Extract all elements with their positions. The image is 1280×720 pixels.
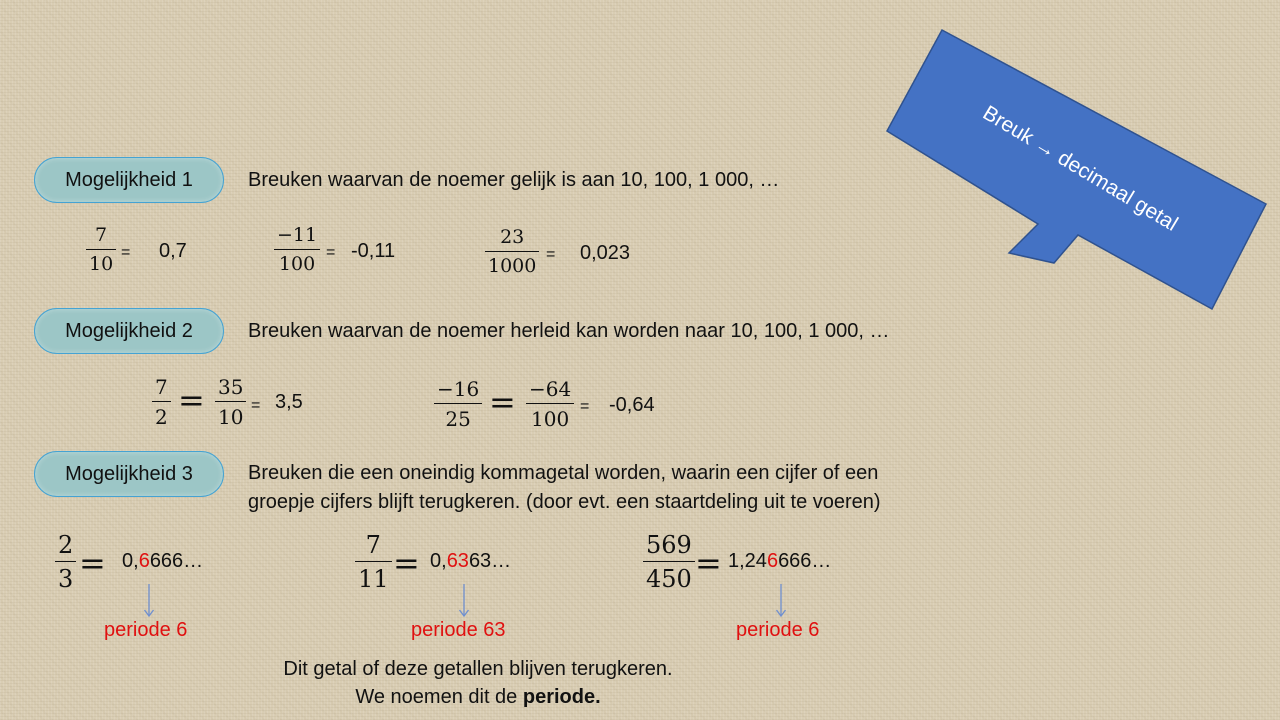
section-1-label-text: Mogelijkheid 1 bbox=[65, 168, 193, 191]
period-label: periode 6 bbox=[736, 619, 820, 641]
footer-bold-term: periode. bbox=[522, 686, 601, 708]
fraction: 7 10 bbox=[86, 226, 116, 274]
section-2-label-text: Mogelijkheid 2 bbox=[65, 319, 193, 342]
equals-sign: = bbox=[546, 246, 556, 263]
fraction: −64 100 bbox=[526, 379, 574, 429]
result-value: 3,5 bbox=[275, 391, 303, 413]
section-3-label bbox=[34, 451, 224, 497]
period-digits: 6 bbox=[766, 550, 779, 572]
fraction: 23 1000 bbox=[485, 228, 539, 276]
fraction: 35 10 bbox=[215, 377, 246, 427]
section-2-description: Breuken waarvan de noemer herleid kan worden naar 10, 100, 1 000, … bbox=[248, 320, 890, 342]
fraction: 569 450 bbox=[643, 533, 695, 591]
equals-sign: = bbox=[695, 544, 722, 582]
result-value: -0,11 bbox=[351, 240, 396, 262]
footer-line-1: Dit getal of deze getallen blijven terugkeren. bbox=[283, 658, 673, 680]
down-arrow-icon bbox=[775, 584, 787, 618]
footer-note bbox=[230, 655, 726, 711]
fraction: 2 3 bbox=[55, 533, 76, 591]
equals-sign: = bbox=[121, 244, 131, 261]
period-digits: 6 bbox=[138, 550, 150, 572]
equals-sign: = bbox=[178, 381, 205, 419]
period-label: periode 6 bbox=[104, 619, 188, 641]
equals-sign: = bbox=[580, 398, 590, 415]
section-2-label bbox=[34, 308, 224, 354]
section-3-label-text: Mogelijkheid 3 bbox=[65, 462, 193, 485]
fraction: 7 11 bbox=[355, 533, 392, 591]
result-value: 0,6666… bbox=[122, 550, 204, 572]
section-3-description-line1: Breuken die een oneindig kommagetal worden, waarin een cijfer of een bbox=[248, 462, 879, 484]
fraction: −11 100 bbox=[274, 226, 320, 274]
result-value: 0,023 bbox=[580, 242, 631, 264]
equals-sign: = bbox=[79, 544, 106, 582]
equals-sign: = bbox=[251, 397, 261, 414]
equals-sign: = bbox=[326, 244, 336, 261]
down-arrow-icon bbox=[458, 584, 470, 618]
result-value: 1,246666… bbox=[728, 550, 832, 572]
result-value: -0,64 bbox=[609, 394, 655, 416]
banner-text: Breuk → decimaal getal bbox=[978, 101, 1182, 236]
equals-sign: = bbox=[489, 383, 516, 421]
down-arrow-icon bbox=[143, 584, 155, 618]
result-value: 0,6363… bbox=[430, 550, 512, 572]
equals-sign: = bbox=[393, 544, 420, 582]
period-label: periode 63 bbox=[411, 619, 506, 641]
section-1-description: Breuken waarvan de noemer gelijk is aan 10, 100, 1 000, … bbox=[248, 169, 780, 191]
fraction: −16 25 bbox=[434, 379, 482, 429]
section-1-label bbox=[34, 157, 224, 203]
footer-line-2: We noemen dit de periode. bbox=[355, 686, 601, 708]
period-digits: 63 bbox=[446, 550, 469, 572]
fraction: 7 2 bbox=[152, 377, 171, 427]
result-value: 0,7 bbox=[159, 240, 187, 262]
section-3-description-line2: groepje cijfers blijft terugkeren. (door evt. een staartdeling uit te voeren) bbox=[248, 491, 881, 513]
